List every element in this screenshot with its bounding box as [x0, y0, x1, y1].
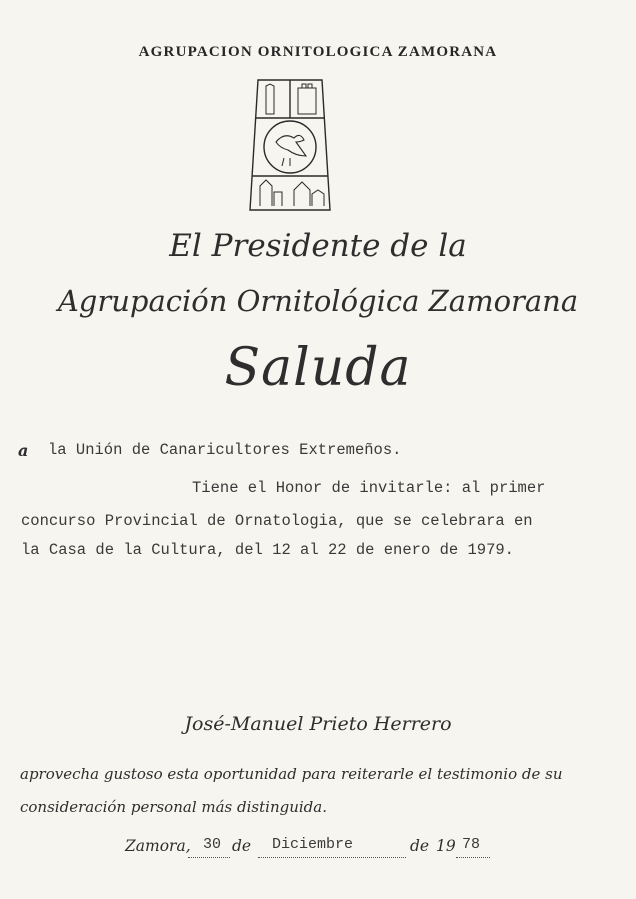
date-day: 30: [203, 836, 222, 853]
saluda-heading: Saluda: [224, 338, 412, 398]
recipient-prefix: a: [18, 441, 29, 460]
organization-heading: Agrupación Ornitológica Zamorana: [57, 284, 579, 318]
day-dotted-line: [188, 856, 230, 858]
body-line-1: Tiene el Honor de invitarle: al primer: [192, 479, 546, 497]
president-heading: El Presidente de la: [169, 228, 467, 264]
date-month: Diciembre: [272, 836, 354, 853]
recipient-line: la Unión de Canaricultores Extremeños.: [48, 441, 402, 459]
president-name: José-Manuel Prieto Herrero: [184, 713, 452, 735]
date-year-prefix: 19: [436, 837, 456, 855]
date-place: Zamora,: [125, 837, 191, 855]
month-dotted-line: [258, 856, 406, 858]
closing-line-1: aprovecha gustoso esta oportunidad para reiterarle el testimonio de su: [20, 765, 563, 783]
coat-of-arms-icon: [248, 78, 332, 214]
organization-header: AGRUPACION ORNITOLOGICA ZAMORANA: [138, 44, 498, 60]
body-line-2: concurso Provincial de Ornatologia, que se celebrara en: [21, 512, 533, 530]
body-line-3: la Casa de la Cultura, del 12 al 22 de enero de 1979.: [21, 541, 514, 559]
year-dotted-line: [456, 856, 490, 858]
date-de-2: de: [410, 837, 430, 855]
date-de-1: de: [232, 837, 252, 855]
date-year-suffix: 78: [462, 836, 481, 853]
closing-line-2: consideración personal más distinguida.: [20, 798, 327, 816]
